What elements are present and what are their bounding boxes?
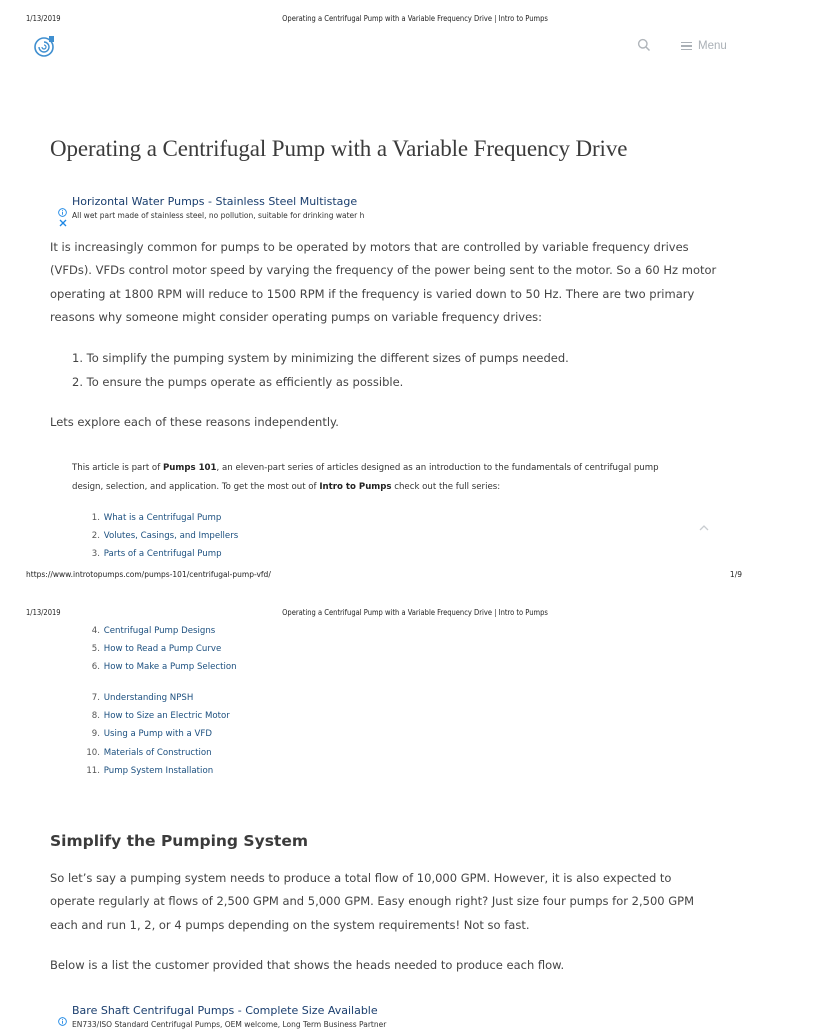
item-number: 3. bbox=[91, 549, 100, 560]
series-link[interactable]: Materials of Construction bbox=[103, 747, 212, 758]
list-item bbox=[84, 658, 237, 676]
list-item bbox=[84, 640, 237, 658]
item-number: 7. bbox=[91, 693, 100, 703]
series-text: , an eleven-part series of articles designed as an introduction to the fundamentals of centrifugal pump design, selection, and application. To get the most out of bbox=[72, 463, 659, 492]
item-number: 8. bbox=[91, 711, 100, 722]
intro-paragraph: It is increasingly common for pumps to be operated by motors that are controlled by variable frequency drives (VFDs). VFDs control motor speed by varying the frequency of the power being sent to the motor. So a 60 Hz motor operating at 1800 RPM will reduce to 1500 RPM if the frequency is varied down to 50 Hz. There are two primary reasons why someone might consider operating pumps on variable frequency drives: bbox=[50, 240, 717, 324]
item-number: 10. bbox=[86, 747, 100, 758]
print-date: 1/13/2019 bbox=[26, 14, 61, 23]
reasons-list bbox=[72, 347, 569, 394]
series-link[interactable]: Using a Pump with a VFD bbox=[103, 729, 212, 740]
site-logo-icon[interactable] bbox=[33, 34, 57, 58]
ad-close-icon[interactable] bbox=[59, 219, 67, 227]
print-header bbox=[0, 14, 768, 28]
print-page-number: 1/9 bbox=[729, 570, 742, 579]
ad-info-icon[interactable] bbox=[58, 1017, 67, 1026]
series-link[interactable]: What is a Centrifugal Pump bbox=[103, 513, 222, 523]
print-header bbox=[0, 608, 768, 622]
list-item bbox=[84, 545, 238, 563]
item-number: 1. bbox=[91, 513, 100, 523]
explore-paragraph: Lets explore each of these reasons independently. bbox=[50, 415, 339, 429]
item-number: 2. bbox=[91, 531, 100, 542]
series-link[interactable]: Volutes, Casings, and Impellers bbox=[103, 531, 239, 542]
series-text: This article is part of bbox=[72, 463, 163, 473]
ad-info-icon[interactable] bbox=[58, 208, 67, 217]
print-url: https://www.introtopumps.com/pumps-101/centrifugal-pump-vfd/ bbox=[26, 570, 271, 579]
series-link[interactable]: How to Make a Pump Selection bbox=[103, 662, 237, 673]
list-item: 2. To ensure the pumps operate as efficiently as possible. bbox=[72, 374, 404, 389]
search-icon[interactable] bbox=[637, 38, 651, 52]
list-item bbox=[84, 762, 230, 780]
list-item: 1. To simplify the pumping system by minimizing the different sizes of pumps needed. bbox=[72, 351, 569, 365]
ad-description[interactable]: EN733/ISO Standard Centrifugal Pumps, OEM welcome, Long Term Business Partner bbox=[72, 1020, 387, 1029]
item-number: 5. bbox=[91, 644, 100, 655]
item-number: 4. bbox=[91, 626, 100, 636]
series-link[interactable]: Parts of a Centrifugal Pump bbox=[103, 549, 222, 560]
series-bold: Pumps 101 bbox=[162, 463, 217, 473]
print-title: Operating a Centrifugal Pump with a Variable Frequency Drive | Intro to Pumps bbox=[282, 14, 548, 23]
series-link[interactable]: How to Read a Pump Curve bbox=[103, 644, 222, 655]
menu-button[interactable] bbox=[681, 38, 727, 54]
ad-title[interactable]: Horizontal Water Pumps - Stainless Steel Multistage bbox=[72, 195, 358, 208]
series-links bbox=[84, 689, 230, 780]
series-link[interactable]: Understanding NPSH bbox=[103, 693, 194, 703]
list-item bbox=[84, 707, 230, 725]
list-item bbox=[84, 622, 237, 640]
series-link[interactable]: How to Size an Electric Motor bbox=[103, 711, 230, 722]
print-footer bbox=[0, 570, 768, 582]
list-item bbox=[84, 509, 238, 527]
series-text: check out the full series: bbox=[391, 481, 501, 492]
scroll-to-top-icon[interactable] bbox=[697, 523, 711, 533]
menu-label: Menu bbox=[698, 40, 727, 52]
series-links bbox=[84, 509, 238, 564]
hamburger-icon bbox=[681, 42, 692, 51]
item-number: 11. bbox=[86, 765, 100, 776]
list-item bbox=[84, 689, 230, 707]
item-number: 6. bbox=[91, 662, 100, 673]
series-links bbox=[84, 622, 237, 677]
print-date: 1/13/2019 bbox=[26, 608, 61, 617]
section-heading: Simplify the Pumping System bbox=[50, 832, 308, 850]
list-item bbox=[84, 744, 230, 762]
ad-title[interactable]: Bare Shaft Centrifugal Pumps - Complete Size Available bbox=[72, 1004, 378, 1017]
list-item bbox=[84, 725, 230, 743]
ad-description[interactable]: All wet part made of stainless steel, no pollution, suitable for drinking water h bbox=[72, 211, 365, 220]
section-paragraph: So let’s say a pumping system needs to produce a total flow of 10,000 GPM. However, it is also expected to operate regularly at flows of 2,500 GPM and 5,000 GPM. Easy enough right? Just size four pumps for 2,500 GPM each and run 1, 2, or 4 pumps depending on the system requirements! Not so fast. bbox=[50, 871, 694, 932]
series-link[interactable]: Pump System Installation bbox=[103, 765, 214, 776]
series-link[interactable]: Centrifugal Pump Designs bbox=[103, 626, 216, 636]
below-paragraph: Below is a list the customer provided that shows the heads needed to produce each flow. bbox=[50, 958, 565, 972]
item-number: 9. bbox=[91, 729, 100, 740]
series-intro bbox=[72, 459, 692, 496]
series-bold: Intro to Pumps bbox=[319, 481, 392, 492]
print-title: Operating a Centrifugal Pump with a Variable Frequency Drive | Intro to Pumps bbox=[282, 608, 548, 617]
article-title: Operating a Centrifugal Pump with a Variable Frequency Drive bbox=[50, 136, 628, 161]
list-item bbox=[84, 527, 238, 545]
